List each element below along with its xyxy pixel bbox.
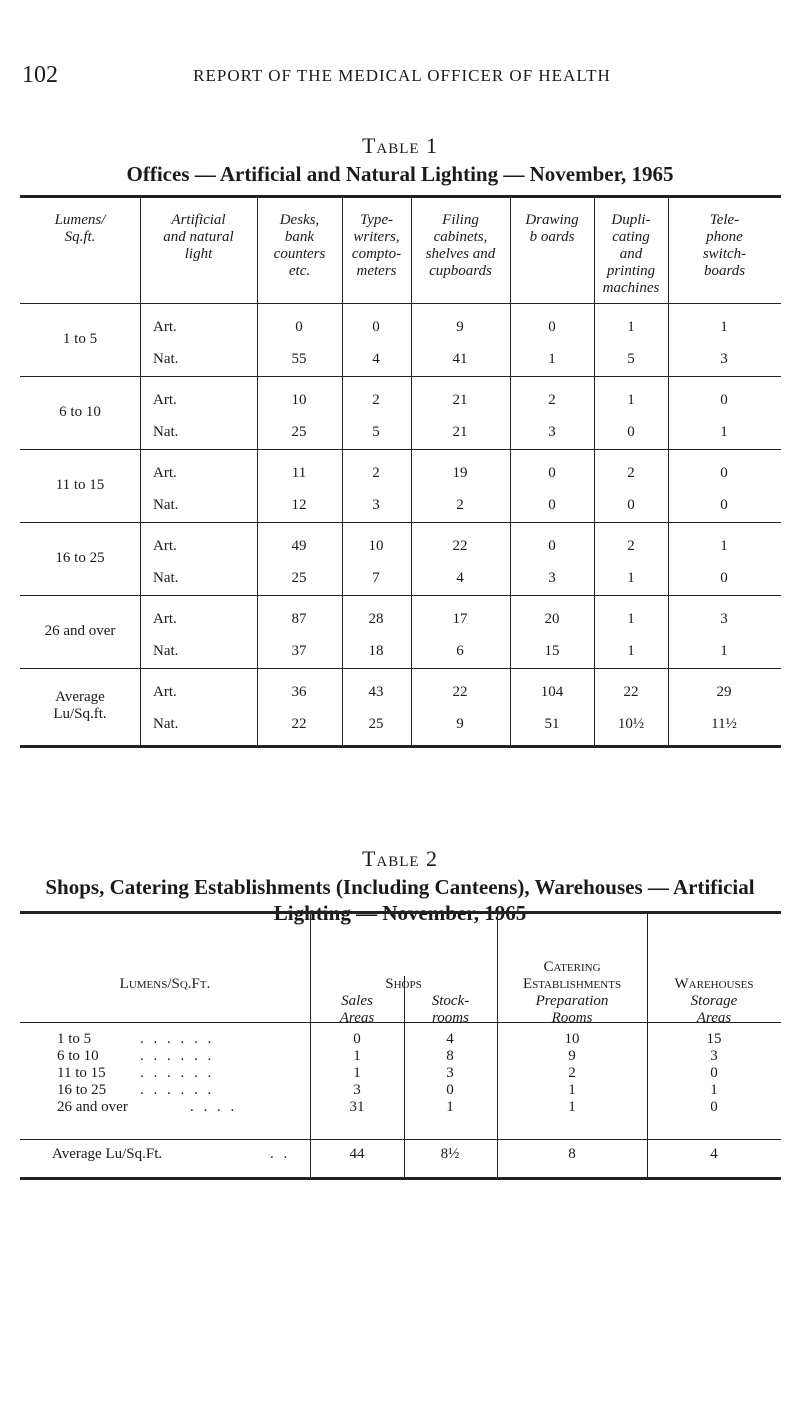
art-row-label: Art. <box>153 465 177 481</box>
header-line: Filing <box>442 212 479 228</box>
table1-title: Table 1 <box>361 133 439 158</box>
table-cell: 1 <box>627 570 635 586</box>
table-cell: 9 <box>568 1048 576 1064</box>
table-cell: 0 <box>627 424 635 440</box>
table-cell: 1 <box>446 1099 454 1115</box>
header-filing-cabinets <box>411 212 510 280</box>
table-cell: 55 <box>291 351 307 367</box>
table-cell: 20 <box>544 611 560 627</box>
header-line: compto- <box>351 246 402 262</box>
table-cell: 10 <box>368 538 384 554</box>
leader-dots: . . . . <box>190 1099 238 1115</box>
column-rule <box>411 198 412 745</box>
header-line: and <box>619 246 643 262</box>
group-label <box>20 550 140 567</box>
nat-row-label: Nat. <box>153 424 179 440</box>
table-cell: 25 <box>291 424 307 440</box>
table-cell: 0 <box>710 1099 718 1115</box>
table-cell: 0 <box>627 497 635 513</box>
group-rule <box>20 595 781 596</box>
group-label <box>20 689 140 723</box>
table-cell: 37 <box>291 643 307 659</box>
table-cell: 22 <box>623 684 639 700</box>
table-cell: 1 <box>627 392 635 408</box>
table-cell: 3 <box>720 351 728 367</box>
page-number: 102 <box>22 62 58 88</box>
table-cell: 87 <box>291 611 307 627</box>
table-cell: 11 <box>291 465 307 481</box>
table-cell: 1 <box>720 643 728 659</box>
table-cell: 1 <box>627 643 635 659</box>
group-label <box>20 477 140 494</box>
header-line: Catering <box>543 959 601 975</box>
row-label: 11 to 15 <box>57 1065 106 1081</box>
table-cell: 5 <box>627 351 635 367</box>
header-line: machines <box>602 280 660 296</box>
header-catering <box>497 959 647 1027</box>
table-cell: 43 <box>368 684 384 700</box>
header-line: etc. <box>288 263 311 279</box>
header-sales-areas <box>310 993 404 1027</box>
table-cell: 15 <box>706 1031 722 1047</box>
table-cell: 1 <box>353 1065 361 1081</box>
header-line: Preparation <box>535 993 609 1009</box>
table-cell: 0 <box>720 392 728 408</box>
header-line: Desks, <box>279 212 320 228</box>
header-line: shelves and <box>425 246 496 262</box>
group-rule <box>20 376 781 377</box>
header-line: printing <box>606 263 656 279</box>
header-drawing-boards <box>510 212 594 246</box>
average-label: Average Lu/Sq.Ft. <box>52 1146 163 1162</box>
table2-subtitle-line: Shops, Catering Establishments (Including Canteens), Warehouses — Artificial <box>45 875 755 899</box>
leader-dots: . . . . . . <box>140 1031 215 1047</box>
average-rule <box>20 1139 781 1140</box>
header-line: Dupli- <box>611 212 651 228</box>
table-cell: 3 <box>710 1048 718 1064</box>
leader-dots: . . . . . . <box>140 1082 215 1098</box>
table-cell: 3 <box>353 1082 361 1098</box>
table-cell: 2 <box>372 465 380 481</box>
table-cell: 2 <box>627 538 635 554</box>
table-cell: 0 <box>710 1065 718 1081</box>
table-cell: 0 <box>372 319 380 335</box>
table1 <box>20 195 781 748</box>
group-rule <box>20 449 781 450</box>
group-label-line: Average <box>55 689 105 705</box>
table-cell: 49 <box>291 538 307 554</box>
header-line: Sq.ft. <box>64 229 96 245</box>
table-cell: 19 <box>452 465 468 481</box>
header-line: writers, <box>353 229 400 245</box>
table-cell: 22 <box>291 716 307 732</box>
table-cell: 1 <box>568 1082 576 1098</box>
table-cell: 8 <box>446 1048 454 1064</box>
table-cell: 3 <box>548 424 556 440</box>
group-label-line: Lu/Sq.ft. <box>53 706 107 722</box>
header-line: cabinets, <box>433 229 488 245</box>
table-cell: 25 <box>368 716 384 732</box>
group-label <box>20 623 140 640</box>
header-line: boards <box>703 263 746 279</box>
table-cell: 3 <box>446 1065 454 1081</box>
table-cell: 2 <box>456 497 464 513</box>
leader-dots: . . <box>270 1146 291 1162</box>
column-rule <box>342 198 343 745</box>
table-cell: 3 <box>720 611 728 627</box>
header-line: Establishments <box>522 976 622 992</box>
table-cell: 2 <box>627 465 635 481</box>
table2 <box>20 911 781 1180</box>
table-cell: 6 <box>456 643 464 659</box>
table-cell: 1 <box>568 1099 576 1115</box>
table-cell: 4 <box>710 1146 718 1162</box>
table-cell: 4 <box>372 351 380 367</box>
header-line: Tele- <box>709 212 740 228</box>
table-cell: 0 <box>548 465 556 481</box>
table-cell: 22 <box>452 538 468 554</box>
table-cell: 41 <box>452 351 468 367</box>
table-cell: 4 <box>446 1031 454 1047</box>
table-cell: 1 <box>720 319 728 335</box>
header-line: and natural <box>163 229 234 245</box>
table-cell: 3 <box>548 570 556 586</box>
table1-subtitle: Offices — Artificial and Natural Lighting — November, 1965 <box>126 162 674 186</box>
table-cell: 0 <box>446 1082 454 1098</box>
header-telephone <box>668 212 781 280</box>
group-label-line: 11 to 15 <box>55 477 105 493</box>
table-cell: 0 <box>548 497 556 513</box>
header-line: Lumens/ <box>54 212 106 228</box>
group-rule <box>20 668 781 669</box>
table-cell: 10½ <box>617 716 645 732</box>
table2-title: Table 2 <box>361 846 439 871</box>
header-line: light <box>184 246 213 262</box>
row-label: 26 and over <box>57 1099 128 1115</box>
header-warehouses <box>647 976 781 1027</box>
header-line: Type- <box>359 212 394 228</box>
table-cell: 21 <box>452 424 468 440</box>
table-cell: 0 <box>548 319 556 335</box>
header-lumens: Lumens/Sq.Ft. <box>119 976 211 992</box>
header-shops: Shops <box>385 976 422 992</box>
table-cell: 3 <box>372 497 380 513</box>
table-cell: 1 <box>627 611 635 627</box>
table-cell: 0 <box>720 570 728 586</box>
table-cell: 17 <box>452 611 468 627</box>
table-cell: 1 <box>627 319 635 335</box>
header-line: meters <box>356 263 397 279</box>
header-line: Sales <box>341 993 373 1009</box>
art-row-label: Art. <box>153 538 177 554</box>
group-label-line: 26 and over <box>44 623 116 639</box>
table-cell: 1 <box>353 1048 361 1064</box>
group-rule <box>20 522 781 523</box>
table-cell: 0 <box>295 319 303 335</box>
header-desks <box>257 212 342 280</box>
table-cell: 5 <box>372 424 380 440</box>
header-line: bank <box>284 229 315 245</box>
table-cell: 2 <box>568 1065 576 1081</box>
table-cell: 8½ <box>440 1146 460 1162</box>
table-cell: 1 <box>720 538 728 554</box>
nat-row-label: Nat. <box>153 351 179 367</box>
table-cell: 2 <box>372 392 380 408</box>
header-line: Stock- <box>431 993 470 1009</box>
table-cell: 0 <box>720 465 728 481</box>
table-cell: 104 <box>540 684 564 700</box>
row-label: 16 to 25 <box>57 1082 107 1098</box>
header-lumens <box>20 212 140 246</box>
header-line: b oards <box>529 229 575 245</box>
header-artificial-natural <box>140 212 257 263</box>
header-line: Areas <box>339 1010 375 1026</box>
table-cell: 0 <box>548 538 556 554</box>
header-line: switch- <box>702 246 747 262</box>
table-cell: 1 <box>548 351 556 367</box>
header-line: phone <box>706 229 743 245</box>
group-label <box>20 331 140 348</box>
header-stockrooms <box>404 993 497 1027</box>
header-typewriters <box>342 212 411 280</box>
art-row-label: Art. <box>153 611 177 627</box>
table-cell: 25 <box>291 570 307 586</box>
column-rule <box>497 914 498 1177</box>
table-cell: 36 <box>291 684 307 700</box>
row-label: 6 to 10 <box>57 1048 99 1064</box>
page-header <box>22 62 782 92</box>
table-cell: 8 <box>568 1146 576 1162</box>
header-line: Drawing <box>525 212 579 228</box>
column-rule <box>257 198 258 745</box>
table-cell: 10 <box>291 392 307 408</box>
header-line: Warehouses <box>674 976 754 992</box>
header-line: counters <box>273 246 326 262</box>
nat-row-label: Nat. <box>153 643 179 659</box>
table-cell: 4 <box>456 570 464 586</box>
table-cell: 9 <box>456 319 464 335</box>
table-cell: 15 <box>544 643 560 659</box>
table-cell: 44 <box>349 1146 365 1162</box>
nat-row-label: Nat. <box>153 570 179 586</box>
table-cell: 21 <box>452 392 468 408</box>
table-cell: 18 <box>368 643 384 659</box>
header-line: Rooms <box>551 1010 593 1026</box>
header-line: cupboards <box>429 263 492 279</box>
header-line: cating <box>612 229 650 245</box>
header-duplicating <box>594 212 668 297</box>
nat-row-label: Nat. <box>153 716 179 732</box>
table-cell: 0 <box>720 497 728 513</box>
running-head: REPORT OF THE MEDICAL OFFICER OF HEALTH <box>193 66 611 85</box>
column-rule <box>668 198 669 745</box>
nat-row-label: Nat. <box>153 497 179 513</box>
table-cell: 22 <box>452 684 468 700</box>
header-rule <box>20 303 781 304</box>
column-rule <box>510 198 511 745</box>
leader-dots: . . . . . . <box>140 1065 215 1081</box>
table-cell: 12 <box>291 497 307 513</box>
leader-dots: . . . . . . <box>140 1048 215 1064</box>
group-label-line: 16 to 25 <box>55 550 105 566</box>
row-label: 1 to 5 <box>57 1031 92 1047</box>
header-line: Storage <box>690 993 738 1009</box>
table-cell: 9 <box>456 716 464 732</box>
table-cell: 51 <box>544 716 560 732</box>
table-cell: 31 <box>349 1099 365 1115</box>
table-cell: 10 <box>564 1031 580 1047</box>
table-cell: 11½ <box>711 716 737 732</box>
header-line: rooms <box>432 1010 469 1026</box>
header-line: Artificial <box>171 212 226 228</box>
art-row-label: Art. <box>153 392 177 408</box>
art-row-label: Art. <box>153 319 177 335</box>
table-cell: 29 <box>716 684 732 700</box>
header-line: Areas <box>696 1010 732 1026</box>
group-label-line: 6 to 10 <box>59 404 101 420</box>
column-rule <box>310 914 311 1177</box>
column-rule <box>140 198 141 745</box>
column-rule <box>647 914 648 1177</box>
table-cell: 28 <box>368 611 384 627</box>
group-label-line: 1 to 5 <box>62 331 98 347</box>
art-row-label: Art. <box>153 684 177 700</box>
table-cell: 2 <box>548 392 556 408</box>
table-cell: 0 <box>353 1031 361 1047</box>
table-cell: 1 <box>710 1082 718 1098</box>
group-label <box>20 404 140 421</box>
table-cell: 7 <box>372 570 380 586</box>
table-cell: 1 <box>720 424 728 440</box>
table2-subtitle-line: Lighting — November, 1965 <box>273 901 527 925</box>
